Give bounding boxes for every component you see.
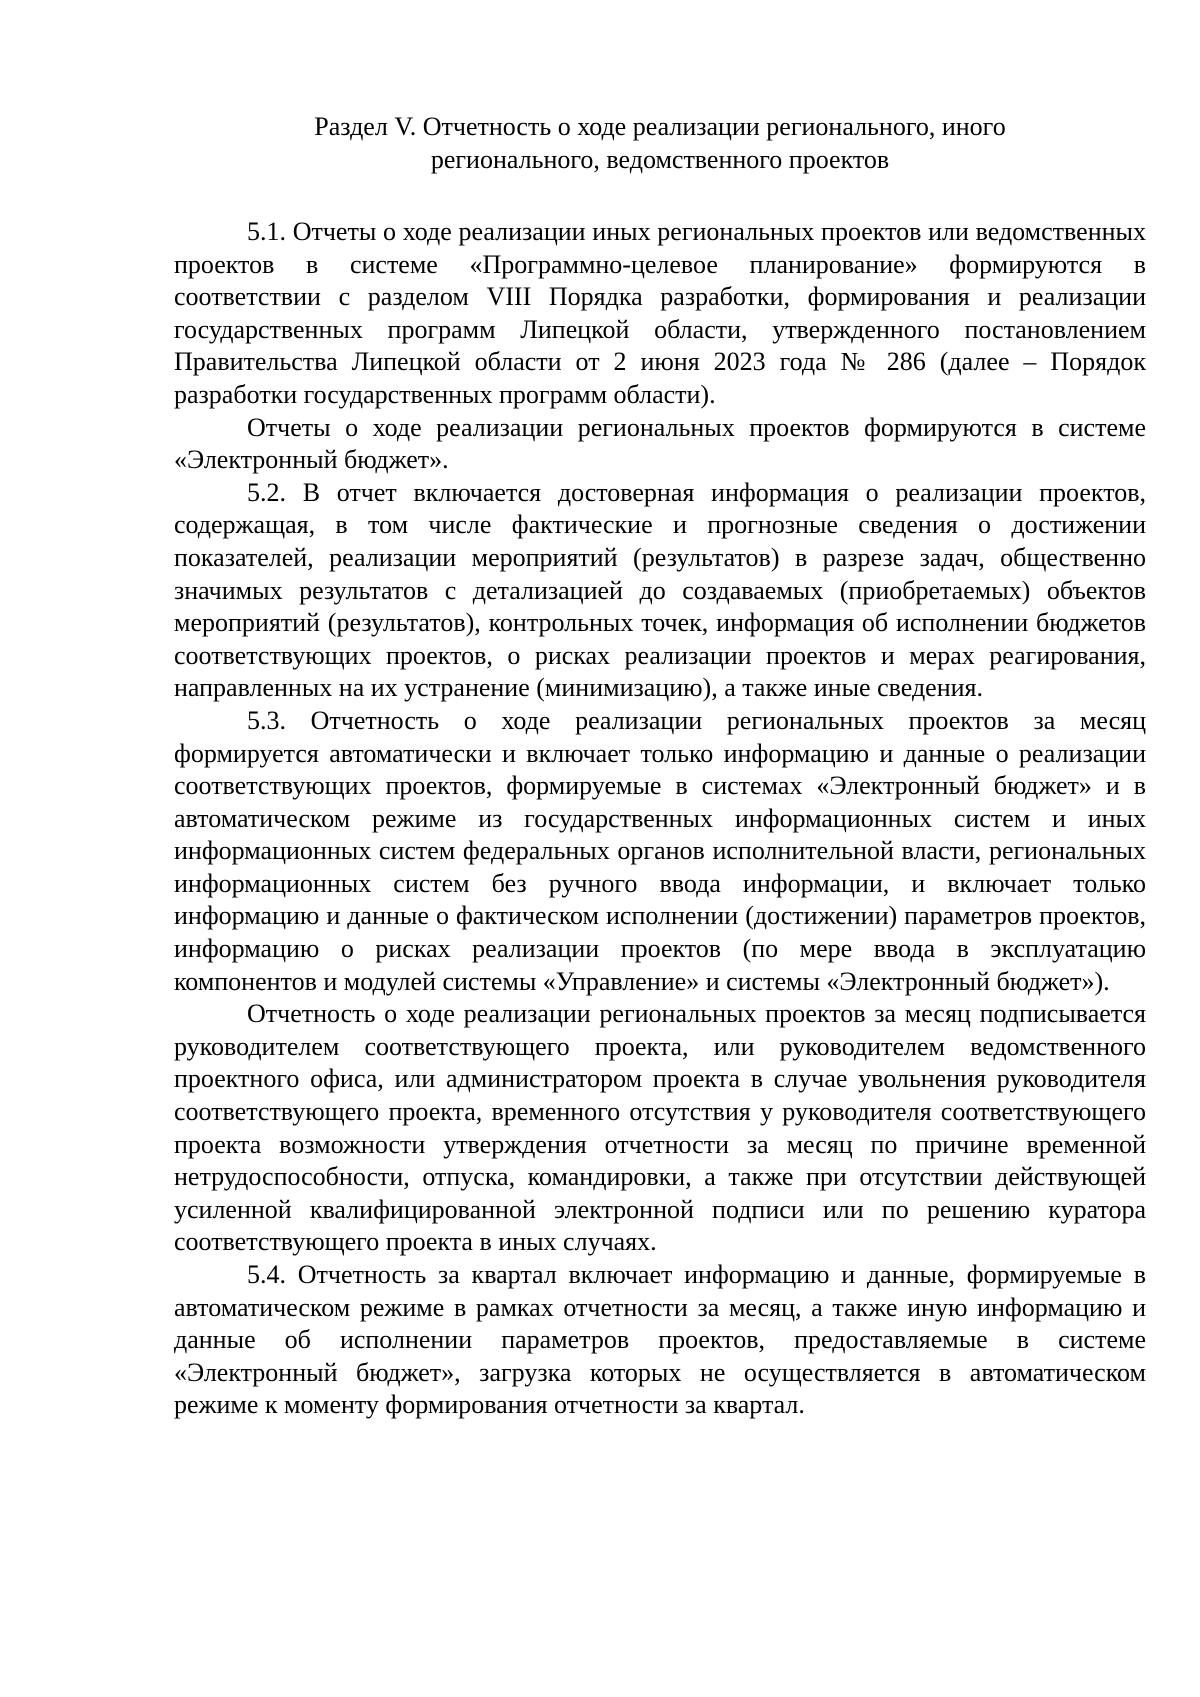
section-title-line-1: Раздел V. Отчетность о ходе реализации регионального, иного	[314, 112, 1006, 141]
paragraph-5-1: 5.1. Отчеты о ходе реализации иных региональных проектов или ведомственных проектов в системе «Программно-целевое планирование» формируются в соответствии с разделом VIII Порядка разработки, формирования и реализации государственных программ Липецкой области, утвержденного постановлением Правительства Липецкой области от 2 июня 2023 года № 286 (далее – Порядок разработки государственных программ области).	[174, 217, 1146, 409]
section-body	[174, 216, 1146, 1422]
paragraph-5-3: 5.3. Отчетность о ходе реализации региональных проектов за месяц формируется автоматически и включает только информацию и данные о реализации соответствующих проектов, формируемые в системах «Электронный бюджет» и в автоматическом режиме из государственных информационных систем и иных информационных систем федеральных органов исполнительной власти, региональных информационных систем без ручного ввода информации, и включает только информацию и данные о фактическом исполнении (достижении) параметров проектов, информацию о рисках реализации проектов (по мере ввода в эксплуатацию компонентов и модулей системы «Управление» и системы «Электронный бюджет»).	[174, 705, 1146, 996]
paragraph-5-3-signing: Отчетность о ходе реализации региональных проектов за месяц подписывается руководителем соответствующего проекта, или руководителем ведомственного проектного офиса, или администратором проекта в случае увольнения руководителя соответствующего проекта, временного отсутствия у руководителя соответствующего проекта возможности утверждения отчетности за месяц по причине временной нетрудоспособности, отпуска, командировки, а также при отсутствии действующей усиленной квалифицированной электронной подписи или по решению куратора соответствующего проекта в иных случаях.	[174, 999, 1146, 1257]
document-page	[174, 110, 1146, 1422]
paragraph-5-2: 5.2. В отчет включается достоверная информация о реализации проектов, содержащая, в том числе фактические и прогнозные сведения о достижении показателей, реализации мероприятий (результатов) в разрезе задач, общественно значимых результатов с детализацией до создаваемых (приобретаемых) объектов мероприятий (результатов), контрольных точек, информация об исполнении бюджетов соответствующих проектов, о рисках реализации проектов и мерах реагирования, направленных на их устранение (минимизацию), а также иные сведения.	[174, 477, 1146, 703]
section-title	[174, 110, 1146, 176]
paragraph-5-1-electronic-budget: Отчеты о ходе реализации региональных проектов формируются в системе «Электронный бюджет».	[174, 412, 1146, 475]
section-title-line-2: регионального, ведомственного проектов	[430, 145, 890, 174]
paragraph-5-4: 5.4. Отчетность за квартал включает информацию и данные, формируемые в автоматическом режиме в рамках отчетности за месяц, а также иную информацию и данные об исполнении параметров проектов, предоставляемые в системе «Электронный бюджет», загрузка которых не осуществляется в автоматическом режиме к моменту формирования отчетности за квартал.	[174, 1260, 1146, 1420]
